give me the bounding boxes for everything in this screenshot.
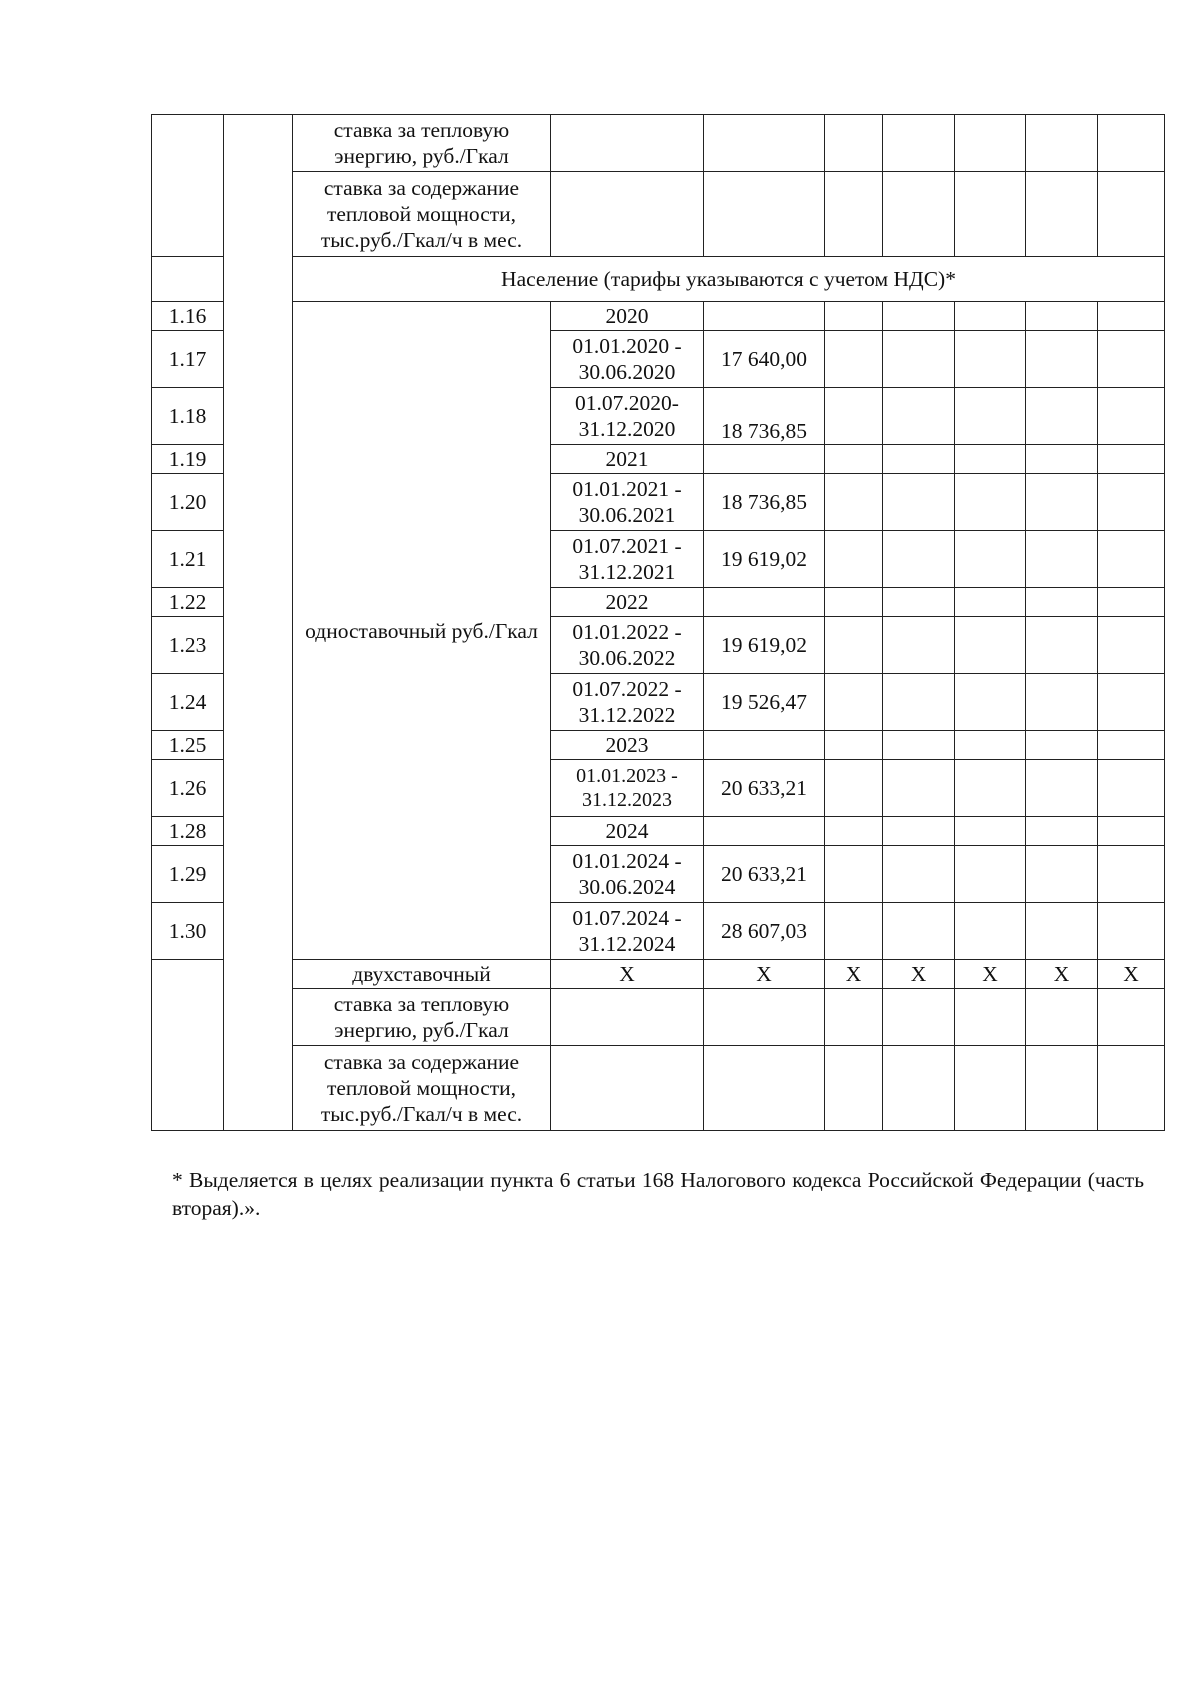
x-mark: X xyxy=(825,960,883,989)
row-value: 20 633,21 xyxy=(704,760,825,817)
x-mark: X xyxy=(1098,960,1165,989)
row-value xyxy=(704,445,825,474)
table-row xyxy=(152,302,1165,331)
row-value xyxy=(704,731,825,760)
two-part-label: двухставочный xyxy=(293,960,551,989)
tariff-table xyxy=(151,114,1165,1131)
row-period: 2021 xyxy=(551,445,704,474)
row-number: 1.23 xyxy=(152,617,224,674)
table-row xyxy=(152,172,1165,257)
row-number: 1.28 xyxy=(152,817,224,846)
row-number: 1.25 xyxy=(152,731,224,760)
x-mark: X xyxy=(955,960,1026,989)
row-value: 19 619,02 xyxy=(704,617,825,674)
row-number: 1.21 xyxy=(152,531,224,588)
row-number: 1.16 xyxy=(152,302,224,331)
x-mark: X xyxy=(883,960,955,989)
footnote: * Выделяется в целях реализации пункта 6 статьи 168 Налогового кодекса Российской Федерации (часть вторая).». xyxy=(172,1168,1144,1220)
energy-rate-label: ставка за тепловую энергию, руб./Гкал xyxy=(293,115,551,172)
row-number: 1.30 xyxy=(152,903,224,960)
row-period: 01.01.2022 - 30.06.2022 xyxy=(551,617,704,674)
row-number: 1.22 xyxy=(152,588,224,617)
row-period: 01.07.2022 - 31.12.2022 xyxy=(551,674,704,731)
row-period: 01.01.2024 - 30.06.2024 xyxy=(551,846,704,903)
x-mark: X xyxy=(704,960,825,989)
row-number: 1.24 xyxy=(152,674,224,731)
row-period: 01.01.2021 - 30.06.2021 xyxy=(551,474,704,531)
row-period: 2024 xyxy=(551,817,704,846)
row-value: 20 633,21 xyxy=(704,846,825,903)
row-period: 01.07.2021 - 31.12.2021 xyxy=(551,531,704,588)
row-number: 1.19 xyxy=(152,445,224,474)
table-row xyxy=(152,989,1165,1046)
row-number: 1.29 xyxy=(152,846,224,903)
row-number: 1.17 xyxy=(152,331,224,388)
capacity-rate-label: ставка за содержание тепловой мощности, тыс.руб./Гкал/ч в мес. xyxy=(293,172,551,257)
group-cell-empty xyxy=(224,115,293,1131)
row-value: 17 640,00 xyxy=(704,331,825,388)
row-value: 19 526,47 xyxy=(704,674,825,731)
row-value xyxy=(704,302,825,331)
num-cell-empty xyxy=(152,115,224,257)
row-period: 2020 xyxy=(551,302,704,331)
row-value: 18 736,85 xyxy=(704,388,825,445)
table-row xyxy=(152,115,1165,172)
population-header: Население (тарифы указываются с учетом НДС)* xyxy=(293,257,1165,302)
num-cell-empty xyxy=(152,960,224,1131)
row-period: 01.07.2020- 31.12.2020 xyxy=(551,388,704,445)
x-mark: X xyxy=(1026,960,1098,989)
row-number: 1.20 xyxy=(152,474,224,531)
num-cell-empty xyxy=(152,257,224,302)
row-period: 2023 xyxy=(551,731,704,760)
row-period: 01.01.2020 - 30.06.2020 xyxy=(551,331,704,388)
table-row xyxy=(152,257,1165,302)
row-period: 01.01.2023 - 31.12.2023 xyxy=(551,760,704,817)
table-row xyxy=(152,960,1165,989)
row-period: 01.07.2024 - 31.12.2024 xyxy=(551,903,704,960)
row-value: 19 619,02 xyxy=(704,531,825,588)
row-value: 28 607,03 xyxy=(704,903,825,960)
row-value: 18 736,85 xyxy=(704,474,825,531)
row-value xyxy=(704,588,825,617)
row-value xyxy=(704,817,825,846)
capacity-rate-label: ставка за содержание тепловой мощности, тыс.руб./Гкал/ч в мес. xyxy=(293,1046,551,1131)
x-mark: X xyxy=(551,960,704,989)
one-part-label: одноставочный руб./Гкал xyxy=(293,302,551,960)
row-number: 1.18 xyxy=(152,388,224,445)
row-period: 2022 xyxy=(551,588,704,617)
energy-rate-label: ставка за тепловую энергию, руб./Гкал xyxy=(293,989,551,1046)
row-number: 1.26 xyxy=(152,760,224,817)
table-row xyxy=(152,1046,1165,1131)
